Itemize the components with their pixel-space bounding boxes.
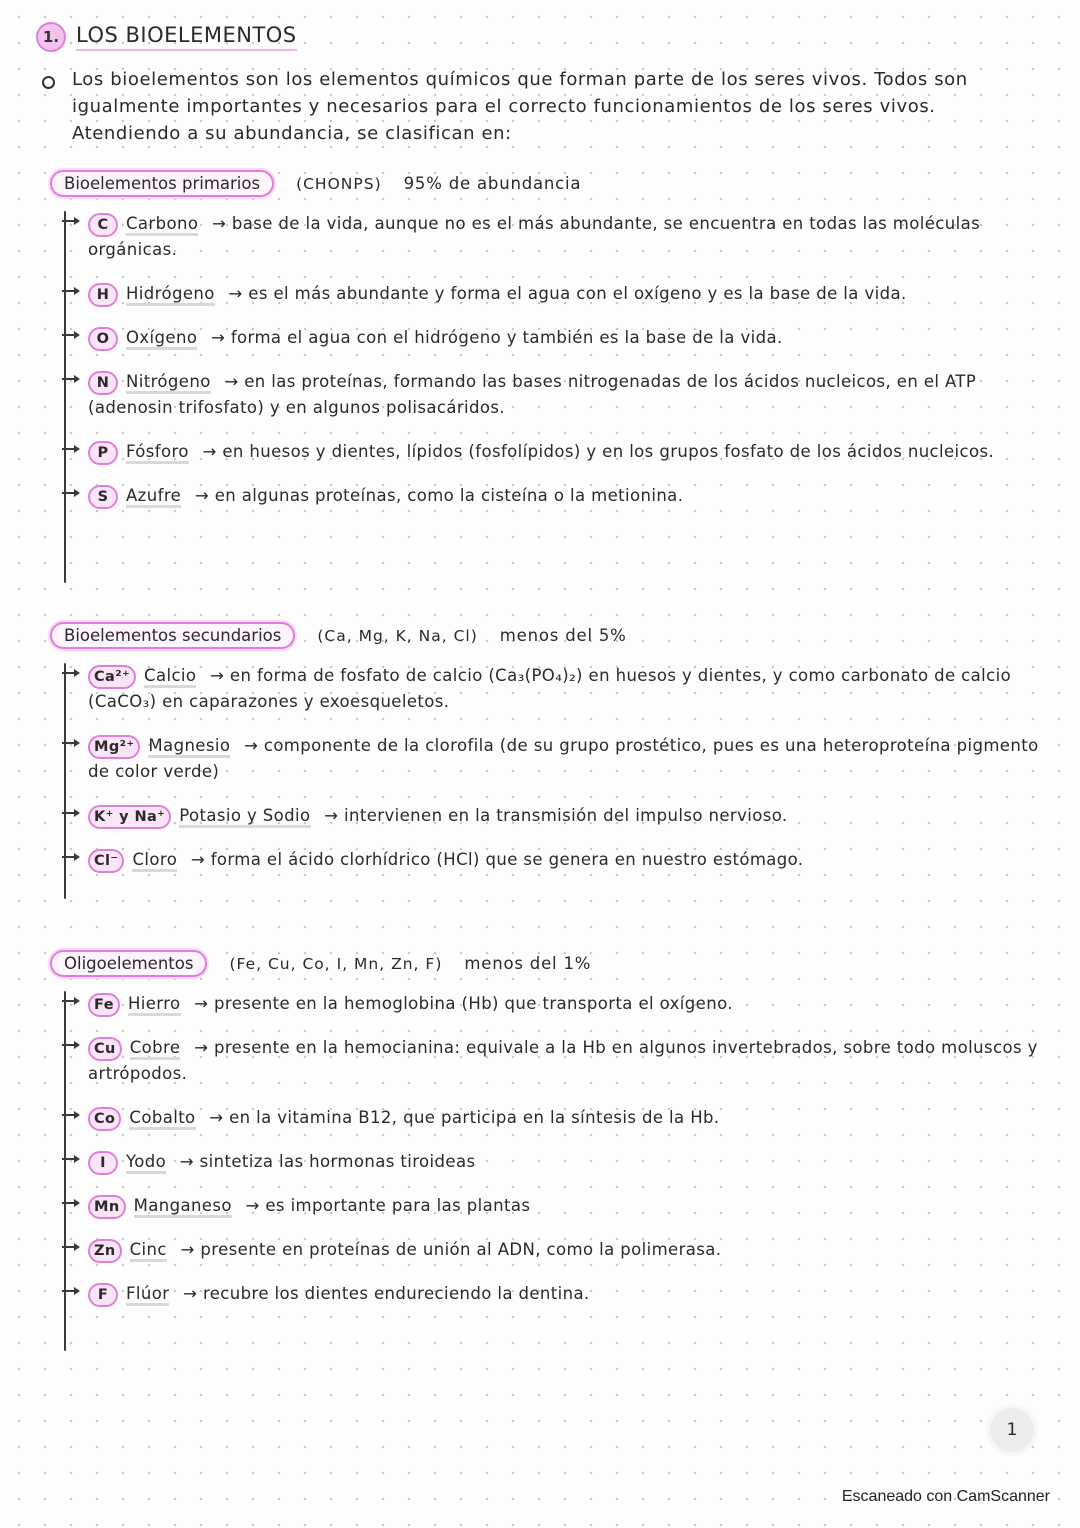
element-row: Mg²⁺ Magnesio → componente de la clorofila (de su grupo prostético, pues es una heteroproteína pigmento de color verde) <box>88 733 1060 785</box>
element-list <box>50 991 1060 1307</box>
page-number: 1 <box>990 1408 1034 1452</box>
arrow-icon <box>62 742 78 744</box>
element-row: Ca²⁺ Calcio → en forma de fosfato de calcio (Ca₃(PO₄)₂) en huesos y dientes, y como carbonato de calcio (CaCO₃) en caparazones y exoesqueletos. <box>88 663 1060 715</box>
group-title: Oligoelementos <box>50 950 207 977</box>
element-symbol: K⁺ y Na⁺ <box>88 805 171 829</box>
arrow-icon <box>62 1044 78 1046</box>
element-symbol: Mg²⁺ <box>88 735 140 759</box>
element-name: Cobalto <box>129 1108 195 1130</box>
element-symbol: Mn <box>88 1195 126 1219</box>
element-name: Flúor <box>126 1284 169 1306</box>
group-elements: (Ca, Mg, K, Na, Cl) <box>317 626 478 645</box>
element-symbol: F <box>88 1283 118 1307</box>
arrow-icon <box>62 334 78 336</box>
element-name: Oxígeno <box>126 328 197 350</box>
element-symbol: Ca²⁺ <box>88 665 136 689</box>
element-description: en algunas proteínas, como la cisteína o la metionina. <box>214 486 684 505</box>
element-row: Mn Manganeso → es importante para las plantas <box>88 1193 1060 1219</box>
element-description: es el más abundante y forma el agua con el oxígeno y es la base de la vida. <box>248 284 907 303</box>
element-row: Fe Hierro → presente en la hemoglobina (Hb) que transporta el oxígeno. <box>88 991 1060 1017</box>
element-row: K⁺ y Na⁺ Potasio y Sodio → intervienen en la transmisión del impulso nervioso. <box>88 803 1060 829</box>
intro-paragraph <box>42 66 1032 147</box>
element-symbol: C <box>88 213 118 237</box>
group-header <box>50 950 1060 977</box>
element-row: P Fósforo → en huesos y dientes, lípidos (fosfolípidos) y en los grupos fosfato de los ácidos nucleicos. <box>88 439 1060 465</box>
element-row: Cl⁻ Cloro → forma el ácido clorhídrico (HCl) que se genera en nuestro estómago. <box>88 847 1060 873</box>
element-description: base de la vida, aunque no es el más abundante, se encuentra en todas las moléculas orgánicas. <box>88 214 981 259</box>
group-secondary <box>50 622 1060 891</box>
element-name: Nitrógeno <box>126 372 211 394</box>
element-description: forma el agua con el hidrógeno y también es la base de la vida. <box>230 328 783 347</box>
bracket-line <box>64 663 66 899</box>
group-header <box>50 170 1060 197</box>
element-symbol: Fe <box>88 993 120 1017</box>
element-symbol: H <box>88 283 118 307</box>
group-elements: (Fe, Cu, Co, I, Mn, Zn, F) <box>229 954 443 973</box>
element-description: presente en la hemoglobina (Hb) que transporta el oxígeno. <box>214 994 733 1013</box>
scanner-footer: Escaneado con CamScanner <box>841 1488 1050 1505</box>
element-row: F Flúor → recubre los dientes endureciendo la dentina. <box>88 1281 1060 1307</box>
group-primary <box>50 170 1060 527</box>
element-name: Azufre <box>126 486 181 508</box>
element-row: H Hidrógeno → es el más abundante y forma el agua con el oxígeno y es la base de la vida. <box>88 281 1060 307</box>
arrow-icon <box>62 1000 78 1002</box>
element-description: en huesos y dientes, lípidos (fosfolípidos) y en los grupos fosfato de los ácidos nucleicos. <box>222 442 995 461</box>
group-abundance: 95% de abundancia <box>403 174 582 193</box>
arrow-icon <box>62 812 78 814</box>
element-name: Hidrógeno <box>126 284 215 306</box>
element-name: Fósforo <box>126 442 189 464</box>
arrow-icon <box>62 1158 78 1160</box>
element-description: en las proteínas, formando las bases nitrogenadas de los ácidos nucleicos, en el ATP (adenosin trifosfato) y en algunos polisacáridos. <box>88 372 977 417</box>
section-title: LOS BIOELEMENTOS <box>76 23 297 51</box>
element-description: componente de la clorofila (de su grupo prostético, pues es una heteroproteína pigmento de color verde) <box>88 736 1039 781</box>
element-name: Manganeso <box>134 1196 232 1218</box>
element-list <box>50 663 1060 873</box>
element-description: sintetiza las hormonas tiroideas <box>199 1152 476 1171</box>
arrow-icon <box>62 1202 78 1204</box>
arrow-icon <box>62 1246 78 1248</box>
element-row: I Yodo → sintetiza las hormonas tiroideas <box>88 1149 1060 1175</box>
section-header <box>36 22 297 52</box>
element-description: intervienen en la transmisión del impulso nervioso. <box>344 806 788 825</box>
element-name: Cloro <box>132 850 177 872</box>
group-title: Bioelementos primarios <box>50 170 274 197</box>
arrow-icon <box>62 220 78 222</box>
element-row: O Oxígeno → forma el agua con el hidrógeno y también es la base de la vida. <box>88 325 1060 351</box>
element-name: Potasio y Sodio <box>179 806 310 828</box>
element-name: Calcio <box>144 666 196 688</box>
element-name: Hierro <box>128 994 181 1016</box>
element-symbol: S <box>88 485 118 509</box>
element-symbol: I <box>88 1151 118 1175</box>
element-symbol: N <box>88 371 118 395</box>
element-name: Carbono <box>126 214 198 236</box>
arrow-icon <box>62 672 78 674</box>
element-description: en la vitamina B12, que participa en la síntesis de la Hb. <box>229 1108 720 1127</box>
element-symbol: Co <box>88 1107 121 1131</box>
bracket-line <box>64 211 66 583</box>
element-description: forma el ácido clorhídrico (HCl) que se genera en nuestro estómago. <box>210 850 804 869</box>
element-description: presente en proteínas de unión al ADN, como la polimerasa. <box>200 1240 722 1259</box>
element-row: N Nitrógeno → en las proteínas, formando las bases nitrogenadas de los ácidos nucleicos, en el ATP (adenosin trifosfato) y en algunos polisacáridos. <box>88 369 1060 421</box>
arrow-icon <box>62 856 78 858</box>
bullet-icon <box>42 76 55 89</box>
element-symbol: Cl⁻ <box>88 849 124 873</box>
group-trace <box>50 950 1060 1325</box>
element-symbol: Zn <box>88 1239 122 1263</box>
element-name: Cobre <box>130 1038 181 1060</box>
group-title: Bioelementos secundarios <box>50 622 295 649</box>
element-description: en forma de fosfato de calcio (Ca₃(PO₄)₂) en huesos y dientes, y como carbonato de calcio (CaCO₃) en caparazones y exoesqueletos. <box>88 666 1012 711</box>
group-abundance: menos del 5% <box>499 626 627 645</box>
element-row: S Azufre → en algunas proteínas, como la cisteína o la metionina. <box>88 483 1060 509</box>
element-name: Yodo <box>126 1152 166 1174</box>
element-description: recubre los dientes endureciendo la dentina. <box>202 1284 590 1303</box>
arrow-icon <box>62 290 78 292</box>
element-symbol: O <box>88 327 118 351</box>
group-abundance: menos del 1% <box>464 954 592 973</box>
element-row: Zn Cinc → presente en proteínas de unión al ADN, como la polimerasa. <box>88 1237 1060 1263</box>
element-row: Co Cobalto → en la vitamina B12, que participa en la síntesis de la Hb. <box>88 1105 1060 1131</box>
element-row: C Carbono → base de la vida, aunque no es el más abundante, se encuentra en todas las moléculas orgánicas. <box>88 211 1060 263</box>
arrow-icon <box>62 492 78 494</box>
group-header <box>50 622 1060 649</box>
group-elements: (CHONPS) <box>296 174 382 193</box>
arrow-icon <box>62 378 78 380</box>
arrow-icon <box>62 448 78 450</box>
element-description: es importante para las plantas <box>265 1196 531 1215</box>
arrow-icon <box>62 1290 78 1292</box>
element-name: Cinc <box>130 1240 167 1262</box>
element-symbol: P <box>88 441 118 465</box>
element-name: Magnesio <box>148 736 230 758</box>
arrow-icon <box>62 1114 78 1116</box>
intro-text: Los bioelementos son los elementos químicos que forman parte de los seres vivos. Todos son igualmente importantes y necesarios para el correcto funcionamientos de los seres vivos. Atendiendo a su abundancia, se clasifican en: <box>72 69 968 144</box>
element-description: presente en la hemocianina: equivale a la Hb en algunos invertebrados, sobre todo moluscos y artrópodos. <box>88 1038 1038 1083</box>
element-list <box>50 211 1060 509</box>
section-number-badge: 1. <box>36 22 66 52</box>
element-symbol: Cu <box>88 1037 122 1061</box>
element-row: Cu Cobre → presente en la hemocianina: equivale a la Hb en algunos invertebrados, sobre todo moluscos y artrópodos. <box>88 1035 1060 1087</box>
